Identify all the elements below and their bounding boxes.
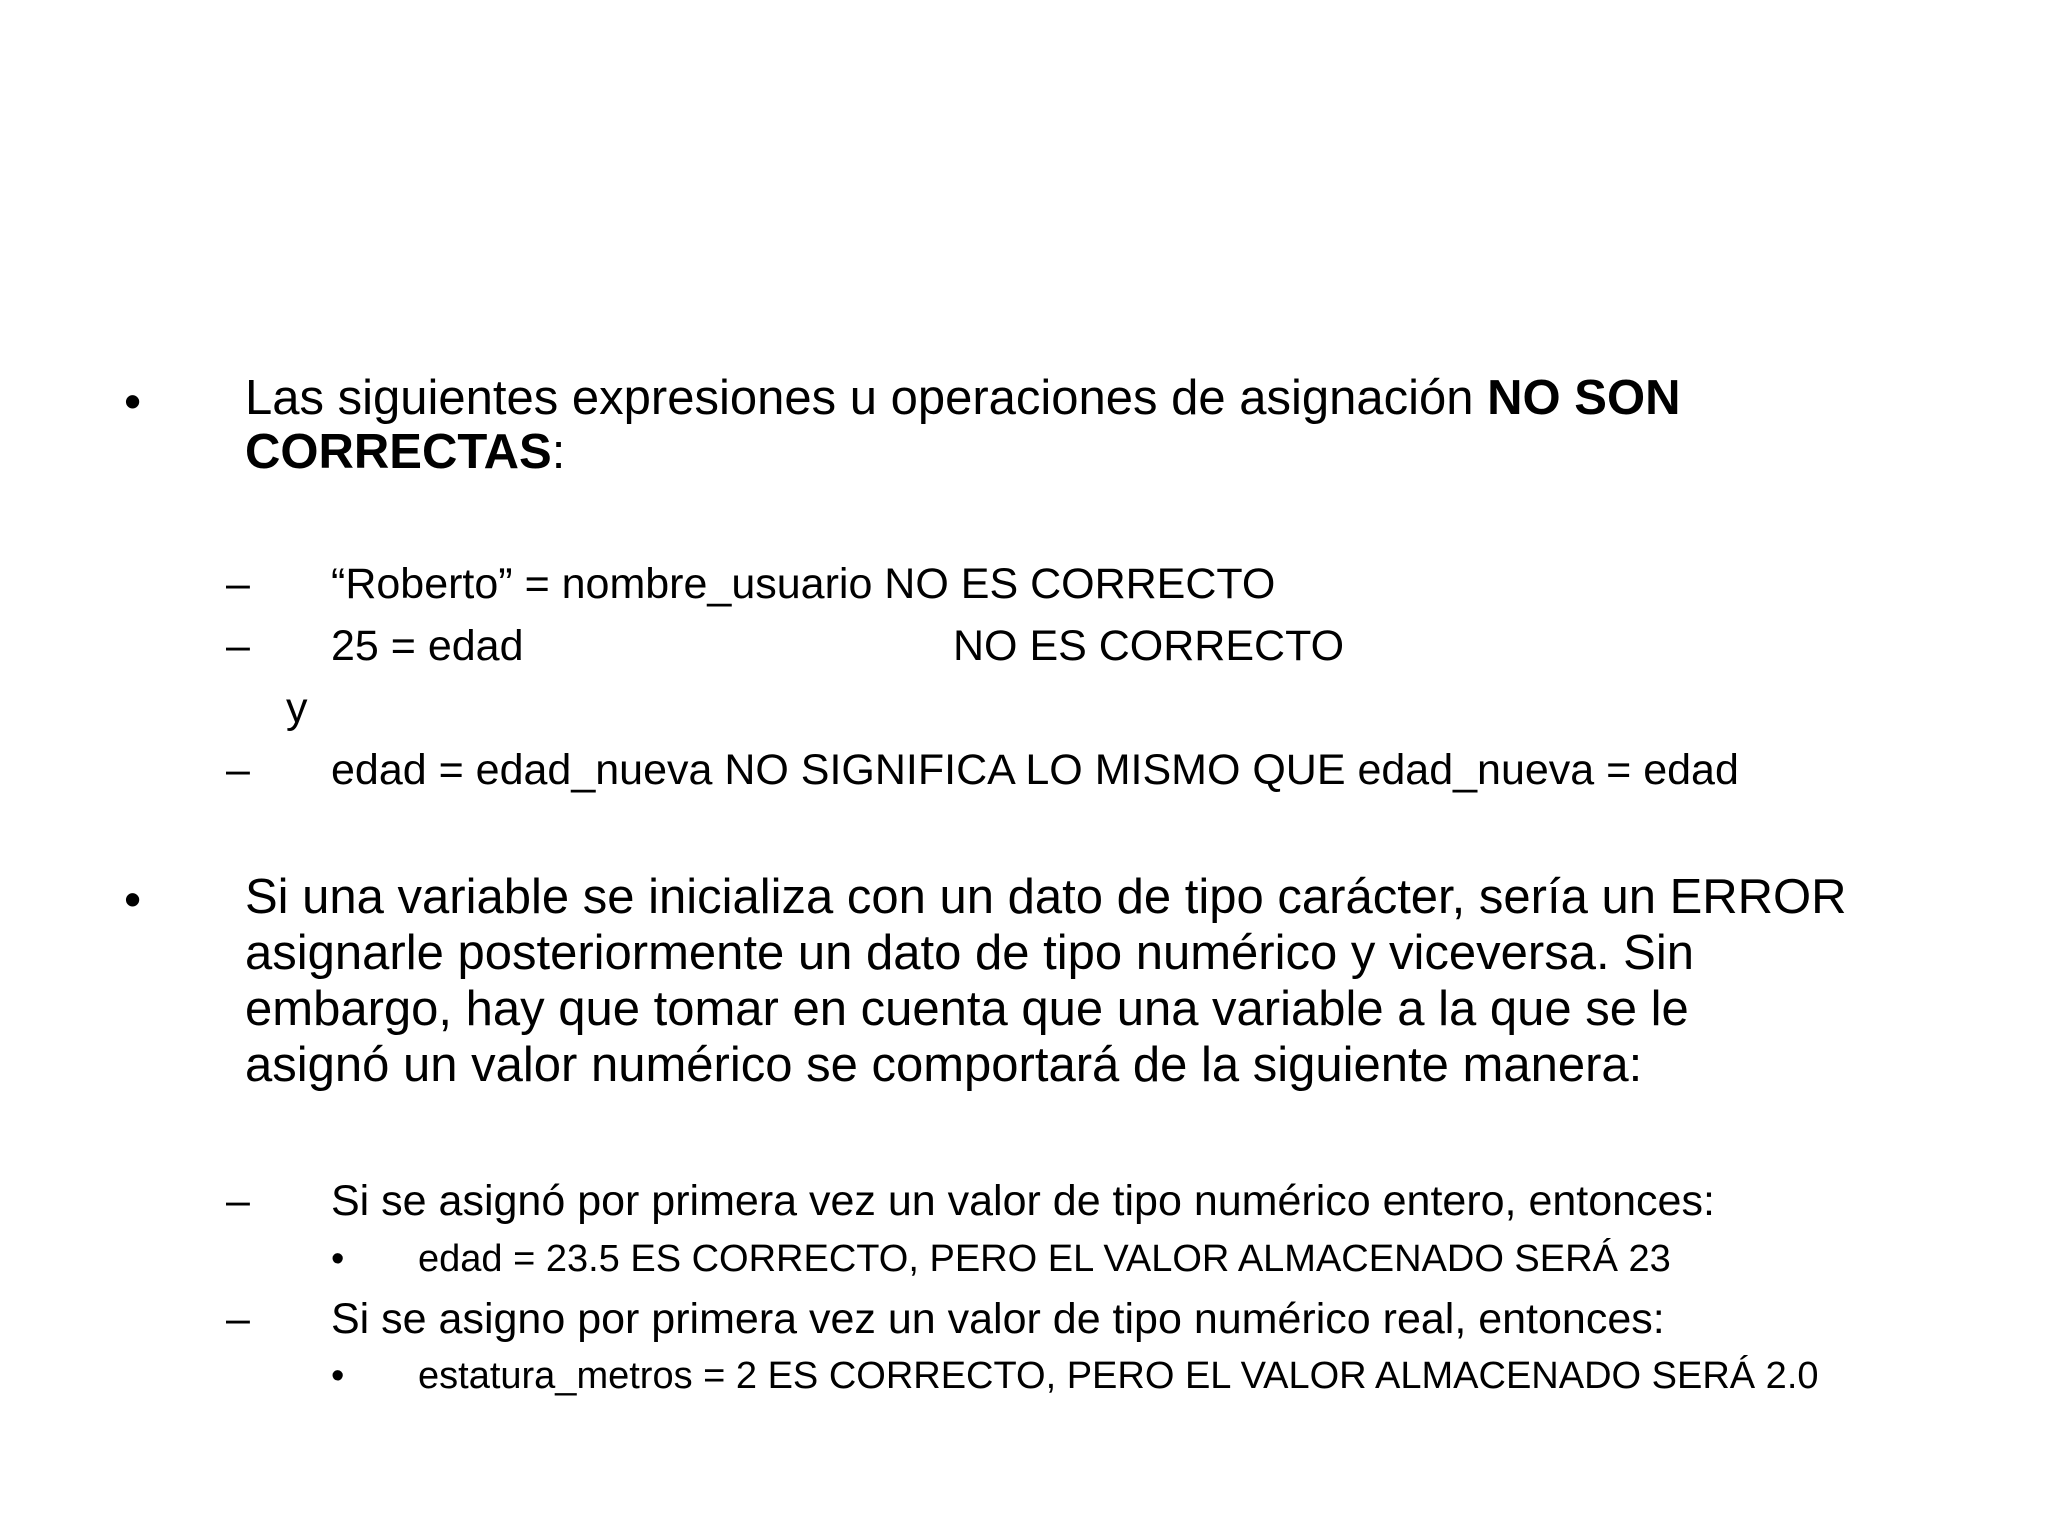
item-3-text: edad = edad_nueva NO SIGNIFICA LO MISMO QUE edad_nueva = edad xyxy=(331,746,1739,794)
section-2-line-2: asignarle posteriormente un dato de tipo numérico y viceversa. Sin xyxy=(245,926,1694,980)
bullet-section-1: • xyxy=(124,375,142,429)
section-1-bold-2: CORRECTAS xyxy=(245,425,552,479)
section-1-bold-1: NO SON xyxy=(1487,371,1681,425)
bullet-example-2: • xyxy=(331,1355,345,1397)
example-2-text: estatura_metros = 2 ES CORRECTO, PERO EL VALOR ALMACENADO SERÁ 2.0 xyxy=(418,1355,1819,1397)
sub-1-text: Si se asignó por primera vez un valor de tipo numérico entero, entonces: xyxy=(331,1177,1715,1225)
bullet-example-1: • xyxy=(331,1238,345,1280)
section-2-line-3: embargo, hay que tomar en cuenta que una variable a la que se le xyxy=(245,982,1689,1036)
item-1-text: “Roberto” = nombre_usuario NO ES CORRECTO xyxy=(331,560,1276,608)
item-2-right: NO ES CORRECTO xyxy=(953,622,1345,670)
item-2-left: 25 = edad xyxy=(331,622,524,670)
dash-item-1: – xyxy=(226,560,250,608)
sub-2-text: Si se asigno por primera vez un valor de tipo numérico real, entonces: xyxy=(331,1295,1665,1343)
section-1-line-2 xyxy=(245,425,566,479)
section-1-line-1 xyxy=(245,371,1681,425)
bullet-section-2: • xyxy=(124,873,142,927)
example-1-text: edad = 23.5 ES CORRECTO, PERO EL VALOR ALMACENADO SERÁ 23 xyxy=(418,1238,1671,1280)
section-2-line-1: Si una variable se inicializa con un dato de tipo carácter, sería un ERROR xyxy=(245,870,1847,924)
dash-sub-2: – xyxy=(226,1295,250,1343)
section-2-line-4: asignó un valor numérico se comportará de la siguiente manera: xyxy=(245,1038,1643,1092)
section-1-text: Las siguientes expresiones u operaciones de asignación xyxy=(245,371,1488,425)
section-1-colon: : xyxy=(551,425,566,479)
dash-item-2: – xyxy=(226,622,250,670)
connector-y: y xyxy=(286,684,308,732)
dash-sub-1: – xyxy=(226,1177,250,1225)
dash-item-3: – xyxy=(226,746,250,794)
